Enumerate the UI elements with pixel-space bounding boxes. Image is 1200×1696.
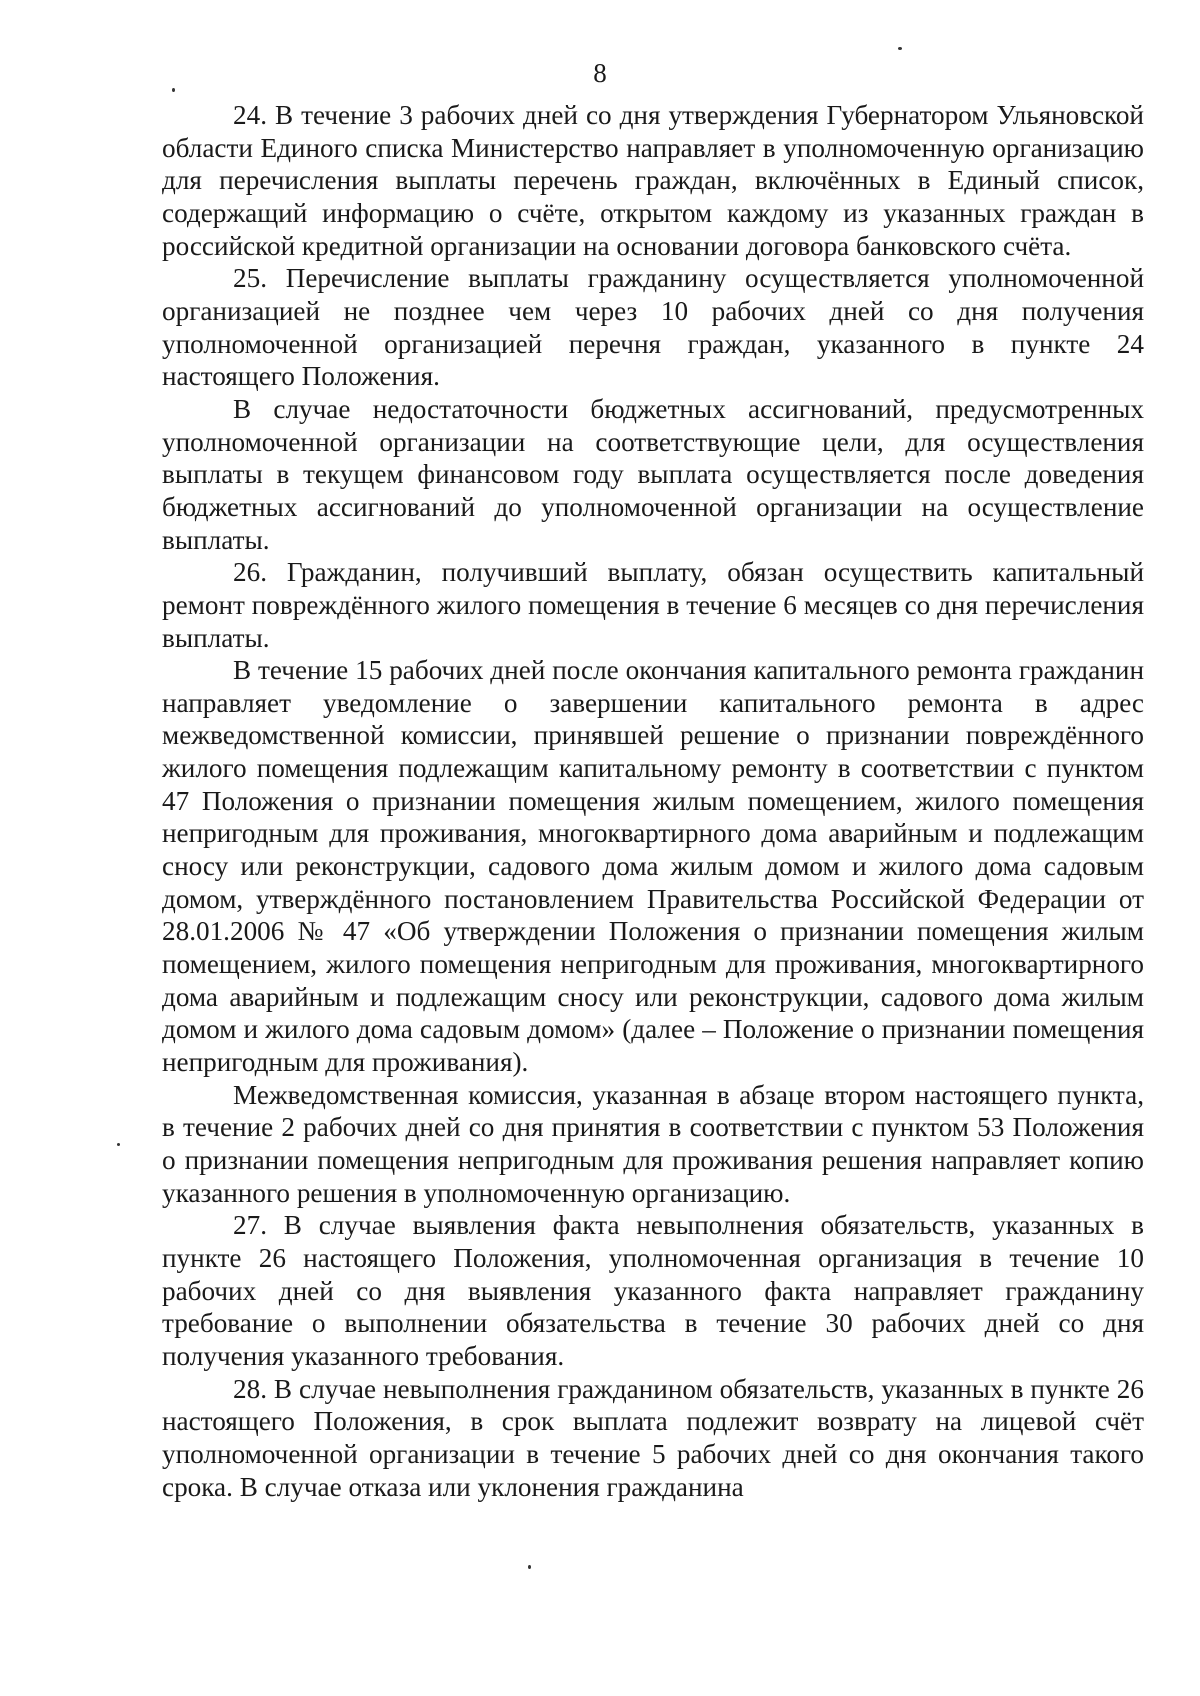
paragraph-25-budget: В случае недостаточности бюджетных ассигнований, предусмотренных уполномоченной организации на соответствующие цели, для осуществления выплаты в текущем финансовом году выплата осуществляется после доведения бюджетных ассигнований до уполномоченной организации на осуществление выплаты. [162, 393, 1144, 555]
scan-speck [117, 1143, 120, 1146]
paragraph-26: 26. Гражданин, получивший выплату, обязан осуществить капитальный ремонт повреждённого жилого помещения в течение 6 месяцев со дня перечисления выплаты. [162, 557, 1144, 653]
paragraph-26-notification: В течение 15 рабочих дней после окончания капитального ремонта гражданин направляет уведомление о завершении капитального ремонта в адрес межведомственной комиссии, принявшей решение о признании повреждённого жилого помещения подлежащим капитальному ремонту в соответствии с пунктом 47 Положения о признании помещения жилым помещением, жилого помещения непригодным для проживания, многоквартирного дома аварийным и подлежащим сносу или реконструкции, садового дома жилым домом и жилого дома садовым домом, утверждённого постановлением Правительства Российской Федерации от 28.01.2006 № 47 «Об утверждении Положения о признании помещения жилым помещением, жилого помещения непригодным для проживания, многоквартирного дома аварийным и подлежащим сносу или реконструкции, садового дома жилым домом и жилого дома садовым домом» (далее – Положение о признании помещения непригодным для проживания). [162, 655, 1144, 1078]
paragraph-26-commission: Межведомственная комиссия, указанная в абзаце втором настоящего пункта, в течение 2 рабочих дней со дня принятия в соответствии с пунктом 53 Положения о признании помещения непригодным для проживания решения направляет копию указанного решения в уполномоченную организацию. [162, 1079, 1144, 1208]
paragraph-24: 24. В течение 3 рабочих дней со дня утверждения Губернатором Ульяновской области Единого списка Министерство направляет в уполномоченную организацию для перечисления выплаты перечень граждан, включённых в Единый список, содержащий информацию о счёте, открытом каждому из указанных граждан в российской кредитной организации на основании договора банковского счёта. [162, 100, 1144, 261]
page-number: 8 [593, 58, 607, 88]
scan-speck [528, 1565, 531, 1569]
scan-speck [898, 47, 902, 50]
paragraph-27: 27. В случае выявления факта невыполнения обязательств, указанных в пункте 26 настоящего Положения, уполномоченная организация в течение 10 рабочих дней со дня выявления указанного факта направляет гражданину требование о выполнении обязательства в течение 30 рабочих дней со дня получения указанного требования. [162, 1210, 1144, 1371]
document-body [162, 99, 1144, 1503]
paragraph-25: 25. Перечисление выплаты гражданину осуществляется уполномоченной организацией не позднее чем через 10 рабочих дней со дня получения уполномоченной организацией перечня граждан, указанного в пункте 24 настоящего Положения. [162, 263, 1144, 392]
scan-speck [172, 88, 175, 92]
paragraph-28: 28. В случае невыполнения гражданином обязательств, указанных в пункте 26 настоящего Положения, в срок выплата подлежит возврату на лицевой счёт уполномоченной организации в течение 5 рабочих дней со дня окончания такого срока. В случае отказа или уклонения гражданина [162, 1373, 1144, 1502]
